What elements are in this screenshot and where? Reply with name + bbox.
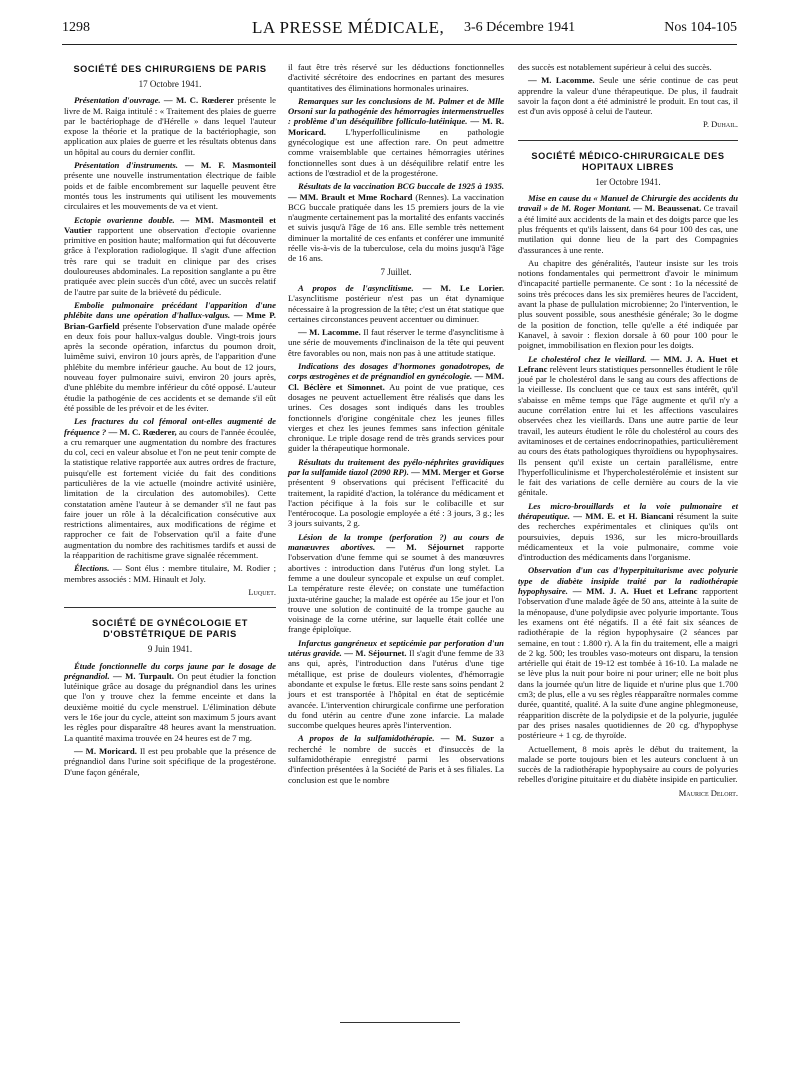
item-author: — M. Lacomme. xyxy=(528,75,595,86)
paragraph xyxy=(288,361,504,454)
item-author: — MM. E. et H. Biancani xyxy=(569,510,674,521)
item-author: — MM. Brault et Mme Rochard xyxy=(288,191,413,202)
paragraph xyxy=(518,744,738,785)
paragraph xyxy=(288,733,504,784)
item-title: Lésion de la trompe (perforation ?) au cours de manœuvres abortives. xyxy=(288,531,504,553)
journal-title: LA PRESSE MÉDICALE, xyxy=(252,18,445,37)
item-author: — M. Séjournet. xyxy=(341,648,407,659)
column-1 xyxy=(64,62,276,780)
item-text: présente une nouvelle instrumentation électrique de faible poids et de faible encombrement sur laquelle peuvent être montés tous les instruments qui utilisent les mouvements circulaires et les mouvements de va et vient. xyxy=(64,170,276,212)
paragraph xyxy=(64,300,276,413)
paragraph xyxy=(64,661,276,743)
page-number: 1298 xyxy=(62,20,90,35)
item-author: — M. Turpault. xyxy=(109,670,174,681)
item-text: relèvent leurs statistiques personnelles étudient le rôle joué par le cholestérol dans le sang au cours des affections de la vieillesse. Ils concluent que ce taux est sans intérêt, qu'il s'abaisse en même temps que l'âge augmente et qu'il n'y a aucune corrélation entre lui et les affections vasculaires observées chez les vieillards. Dans une autre partie de leur travail, les auteurs étudient le rôle du cholestérol au cours des avitaminoses et de certaines endocrinopathies, particulièrement au cours des états pathologiques thyroïdiens ou hypophysaires. Ils pensent qu'il existe un certain parallélisme, entre l'hyperfolliculinisme et l'hypercholestérolémie et insistent sur le fait des variations de celle dernière au cours de la vie génitale. xyxy=(518,363,738,498)
item-author: — MM. Masmonteil et Vautier xyxy=(64,214,276,235)
paragraph xyxy=(518,354,738,498)
section-date: 7 Juillet. xyxy=(380,266,412,277)
signature: P. Duhail. xyxy=(703,119,738,130)
paragraph xyxy=(64,563,276,584)
item-text: Il est peu probable que la présence de prégnandiol dans l'urine soit spécifique de la progestérone. D'une façon générale, xyxy=(64,745,276,777)
item-title: Résultats de la vaccination BCG buccale de 1925 à 1935. xyxy=(298,181,504,192)
item-author: — M. Séjournet xyxy=(375,542,464,553)
item-author: — M. Le Lorier. xyxy=(413,282,504,293)
item-author: — MM. Cl. Béclère et Simonnet. xyxy=(288,371,504,392)
page-header xyxy=(62,18,737,44)
item-author: — M. Lacomme. xyxy=(298,327,361,338)
paragraph xyxy=(288,638,504,731)
section-divider xyxy=(64,607,276,608)
item-text: au cours de l'année écoulée, a cru remarquer une augmentation du nombre des fractures du col, ceci en valeur absolue et l'on ne peut tenir compte de la statistique relative rapportée aux autres ordres de fracture, puisqu'elle est fortement viciée du fait des conditions particulières de la vie actuelle (moindre activité usinière, limitation de la circulation des automobiles). Cette constatation amène l'auteur à se demander s'il ne faut pas faire jouer un rôle à la décalcification consécutive aux restrictions alimentaires, aux modifications de régime et rapprocher ce fait de l'observation qu'il a faite d'une augmentation du nombre des rachitismes tardifs et aussi de la réapparition de rachitisme grave signalée récemment. xyxy=(64,426,276,561)
paragraph xyxy=(288,62,504,93)
item-text: On peut étudier la fonction lutéinique grâce au dosage du prégnandiol dans les urines que l'on y trouve chez la femme enceinte et dans la deuxième moitié du cycle menstruel. L'élimination débute vers le 16e jour du cycle, atteint son maximum 5 jours avant les règles pour disparaître 48 heures avant la menstruation. La quantité maxima trouvée en 24 heures est de 7 mg. xyxy=(64,670,276,743)
item-text: rapportent une observation d'ectopie ovarienne primitive en position haute; malformation qui fut découverte grâce à l'exploration radiologique. Il s'agit d'une affection très rare qui se traduit en clinique par des crises douloureuses abdominales. La reposition sanglante a pu être pratiquée avec plein succès d'un côté, avec un succès relatif de l'autre par suite de la brièveté du pédicule. xyxy=(64,224,276,297)
item-title: Présentation d'instruments. xyxy=(74,160,178,171)
item-text: des succès est notablement supérieur à celui des succès. xyxy=(518,62,712,72)
item-text: Au point de vue pratique, ces dosages ne peuvent actuellement être réalisés que dans les urines. Ces dosages sont indiqués dans les troubles fonctionnels d'origine congénitale chez les jeunes filles vierges et chez les jeunes femmes sans infection génitale chronique. Le triple dosage rend de très grands services pour guider la thérapeutique hormonale. xyxy=(288,381,504,454)
paragraph xyxy=(288,532,504,635)
item-title: Observation d'un cas d'hyperpituitarisme avec polyurie type de diabète insipide traité par la radiothérapie hypophysaire. xyxy=(518,565,738,597)
item-title: A propos de la sulfamidothérapie. xyxy=(298,733,435,744)
paragraph xyxy=(288,96,504,178)
issue-date: 3-6 Décembre 1941 xyxy=(464,20,576,35)
item-text: L'asynclitisme postérieur n'est pas un état dynamique nécessaire à la progression de la tête; c'est un état statique que certaines circonstances peuvent accentuer ou diminuer. xyxy=(288,293,504,324)
item-title: Les fractures du col fémoral ont-elles augmenté de fréquence ? xyxy=(64,416,276,437)
item-text: Il faut réserver le terme d'asynclitisme à une série de mouvements d'inclinaison de la tête qui peuvent être favorables ou non, mais non pas à une attitude statique. xyxy=(288,327,504,358)
column-3 xyxy=(518,62,738,804)
item-text: présente l'observation d'une malade opérée en deux fois pour hallux-valgus double. Vingt-trois jours après la seconde opération, infarctus du poumon droit, luimême suivi, environ 10 jours après, de l'apparition d'une phlébite du membre inférieur gauche. Au bout de 12 jours, nouveau foyer pulmonaire suivi, environ 20 jours après, d'une phlébite du membre inférieur du côté opposé. L'auteur étudie la pathogénie de ces accidents et se demande s'il eût été possible de les prévoir et de les éviter. xyxy=(64,320,276,413)
paragraph xyxy=(64,416,276,560)
paragraph xyxy=(288,327,504,358)
item-title: Remarques sur les conclusions de M. Palmer et de Mlle Orsoni sur la pathogénie des hémorragies intermenstruelles : problème d'un déséquilibre folliculo-lutéinique. xyxy=(288,95,504,127)
section-date: 17 Octobre 1941. xyxy=(138,79,202,89)
item-author: — MM. J. A. Huet et Lefranc xyxy=(567,586,698,597)
item-title: Infarctus gangréneux et septicémie par perforation d'un utérus gravide. xyxy=(288,637,504,659)
item-text: Il s'agit d'une femme de 33 ans qui, après, l'introduction dans l'utérus d'une tige métallique, est prise de douleurs violentes, d'hémorragie abondante et expulse le fœtus. Elle reste sans soins pendant 2 jours et est transportée à l'hôpital en état de septicémie avancée. L'intervention chirurgicale confirme une perforation du fond utérin au centre d'une zone infarcie. La malade succombe quelques heures après l'intervention. xyxy=(288,648,504,731)
item-text: a recherché le nombre de succès et d'insuccès de la sulfamidothérapie enregistré parmi les observations d'infection présentées à la Société de Paris et à ses filiales. La conclusion est que le nombre xyxy=(288,733,504,785)
paragraph xyxy=(64,95,276,157)
paragraph xyxy=(518,501,738,563)
item-title: Présentation d'ouvrage. xyxy=(74,95,161,106)
section-title: SOCIÉTÉ DES CHIRURGIENS DE PARIS xyxy=(73,64,267,74)
item-text: L'hyperfolliculinisme en pathologie gynécologique est une affection rare. On peut admettre comme vraisemblable que certaines hémorragies utérines fonctionnelles sont dues à un déséquilibre relatif entre les actions de l'œstradiol et de la progestérone. xyxy=(288,126,504,178)
item-title: A propos de l'asynclitisme. xyxy=(298,282,414,293)
item-text: rapporte l'observation d'une femme qui se soumet à des manœuvres abortives : introduction dans l'utérus d'un long stylet. La femme a une douleur syncopale et expulse un œuf complet. La température reste élevée; on constate une tuméfaction juxta-utérine gauche; la malade est opérée au 15e jour et l'on trouve une solution de continuité de la trompe gauche au voisinage de la corne utérine, sur laquelle était collée une frange épiploïque. xyxy=(288,542,504,635)
paragraph xyxy=(64,746,276,777)
paragraph xyxy=(518,565,738,740)
item-author: — Mme P. Brian-Garfield xyxy=(64,310,276,331)
paragraph xyxy=(64,215,276,297)
header-rule xyxy=(62,44,737,45)
item-text: présentent 9 observations qui précisent l'efficacité du traitement, la rapidité d'action, la tolérance du médicament et l'action pécifique à la fois sur le colibacille et sur l'entérocoque. La posologie employée a été : 3 jours, 3 g.; les 3 jours suivants, 2 g. xyxy=(288,477,504,529)
item-text: Seule une série continue de cas peut apprendre la valeur d'une thérapeutique. De plus, il faudrait savoir la façon dont a été administré le produit. En tout cas, il est d'un avis opposé à celui de l'auteur. xyxy=(518,75,738,117)
item-text: présente le livre de M. Raiga intitulé : « Traitement des plaies de guerre par le bactériophage de d'Hérelle » dans lequel l'auteur expose la théorie et la pratique de la bactériophagie, son application aux plaies de guerre et les résultats obtenus dans un hôpital au cours du dernier conflit. xyxy=(64,95,276,157)
item-author: — MM. J. A. Huet et Lefranc xyxy=(518,353,738,374)
section-title: SOCIÉTÉ MÉDICO-CHIRURGICALE DES HOPITAUX LIBRES xyxy=(531,150,725,172)
item-text: — Sont élus : membre titulaire, M. Rodier ; membres associés : MM. Hinault et Joly. xyxy=(64,563,276,584)
item-title: Mise en cause du « Manuel de Chirurgie des accidents du travail » de M. Roger Montant. xyxy=(518,193,738,214)
item-title: Les micro-brouillards et la voie pulmonaire et thérapeutique. xyxy=(518,500,738,521)
item-author: — M. C. Rœderer, xyxy=(106,426,177,437)
item-title: Le cholestérol chez le vieillard. xyxy=(528,353,647,364)
section-title: SOCIÉTÉ DE GYNÉCOLOGIE ET D'OBSTÉTRIQUE DE PARIS xyxy=(92,618,248,640)
item-title: Indications des dosages d'hormones gonadotropes, de corps œstrogènes et de prégnandiol en gynécologie. xyxy=(288,361,504,382)
item-author: — M. R. Moricard. xyxy=(288,116,505,137)
paragraph xyxy=(518,75,738,116)
item-title: Élections. xyxy=(74,563,110,574)
paragraph xyxy=(288,283,504,324)
item-text: il faut être très réservé sur les déductions fonctionnelles d'activité sécrétoire des endocrines en partant des mesures quantitatives des éliminations hormonales urinaires. xyxy=(288,62,504,93)
item-text: rapportent l'observation d'une malade âgée de 50 ans, atteinte à la suite de la ménopause, d'une polydipsie avec polyurie importante. Tous les examens ont été négatifs. Il a été fait six séances de radiothérapie de la région hypophysaire (2 séances par semaine, en tout : 1.800 r). A la fin du traitement, elle a maigri de 2 kg. 500; les troubles vaso-moteurs ont disparu, la tension artérielle qui était de 19-12 est tombée à 16-10. La malade ne se lève plus la nuit pour boire ni pour uriner; elle ne boit plus dans la journée qu'un litre de liquide et n'urine plus que 1.700 cm3; de plus, elle a vu ses règles réapparaître normales comme durée, quantité, qualité. A la suite d'une angine phlegmoneuse, réapparition discrète de la polydipsie et de la polyurie, jugulée par des prises nasales quotidiennes de 20 cg. d'hypophyse postérieure + 1 cg. de thyroïde. xyxy=(518,586,738,741)
paragraph xyxy=(288,181,504,263)
section-date: 9 Juin 1941. xyxy=(147,644,193,655)
item-author: — M. Moricard. xyxy=(74,745,137,756)
item-author: — MM. Merger et Gorse xyxy=(408,466,504,477)
paragraph xyxy=(518,258,738,351)
item-text: Ce travail a été limité aux accidents de la main et des doigts parce que les plus fréquents et qu'ils laissent, dans 64 pour 100 des cas, une mutilation qui donne lieu de la part des Compagnies d'assurances à une rente. xyxy=(518,203,738,255)
item-title: Embolie pulmonaire précédant l'apparition d'une phlébite dans une opération d'hallux-valgus. xyxy=(64,299,276,321)
item-author: — M. Beaussenat. xyxy=(630,203,702,214)
item-author: — M. Suzor xyxy=(434,733,494,744)
paragraph xyxy=(518,193,738,255)
section-date: 1er Octobre 1941. xyxy=(595,176,661,187)
item-text: (Rennes). La vaccination BCG buccale pratiquée dans les 15 premiers jours de la vie n'augmente certainement pas la mortalité des enfants vaccinés et suivis jusqu'à l'âge de 16 ans. Elle semble très nettement diminuer la mortalité de ces enfants et conférer une immunité réelle vis-à-vis de la tuberculose, cela du moins jusqu'à l'âge de 16 ans. xyxy=(288,191,504,264)
end-rule xyxy=(340,1022,460,1023)
section-divider xyxy=(518,140,738,141)
item-author: — M. F. Masmonteil xyxy=(177,160,276,171)
signature: Maurice Delort. xyxy=(678,787,738,798)
item-text: résument la suite des recherches expérimentales et cliniques qu'ils ont poursuivies, depuis 1936, sur les micro-brouillards médicamenteux et la voie pulmonaire, comme voie d'introduction des médicaments dans l'organisme. xyxy=(518,510,739,563)
column-2 xyxy=(288,62,504,788)
paragraph xyxy=(288,457,504,529)
item-text: Actuellement, 8 mois après le début du traitement, la malade se porte toujours bien et les auteurs concluent à un succès de la radiothérapie hypophysaire au cours de polyuries rebelles d'origine pituitaire et du diabète insipide en particulier. xyxy=(518,743,738,785)
issue-number: Nos 104-105 xyxy=(664,20,737,35)
item-title: Étude fonctionnelle du corps jaune par le dosage de prégnandiol. xyxy=(64,660,276,681)
item-title: Ectopie ovarienne double. xyxy=(74,214,175,225)
item-author: — M. C. Rœderer xyxy=(160,95,235,106)
paragraph xyxy=(64,160,276,211)
signature: Luquet. xyxy=(248,586,276,597)
item-text: Au chapitre des généralités, l'auteur insiste sur les trois notions fondamentales qui permettront d'avoir le minimum d'incapacité partielle permanente. Ce sont : 1o la nécessité de soins très précoces dans les six premières heures de l'accident, avant la phase de pullulation microbienne; 2o l'intervention, le plus souvent possible, sous anesthésie générale; 3o le dogme de la position de fonction, telle qu'elle a été indiquée par Kanavel, à savoir : flexion dorsale à 60 pour 100 pour le poignet, immobilisation en flexion pour les doigts. xyxy=(518,257,738,351)
paragraph xyxy=(518,62,738,72)
item-title: Résultats du traitement des pyélo-néphrites gravidiques par la sulfamide tiazol (2090 RP). xyxy=(288,456,504,477)
